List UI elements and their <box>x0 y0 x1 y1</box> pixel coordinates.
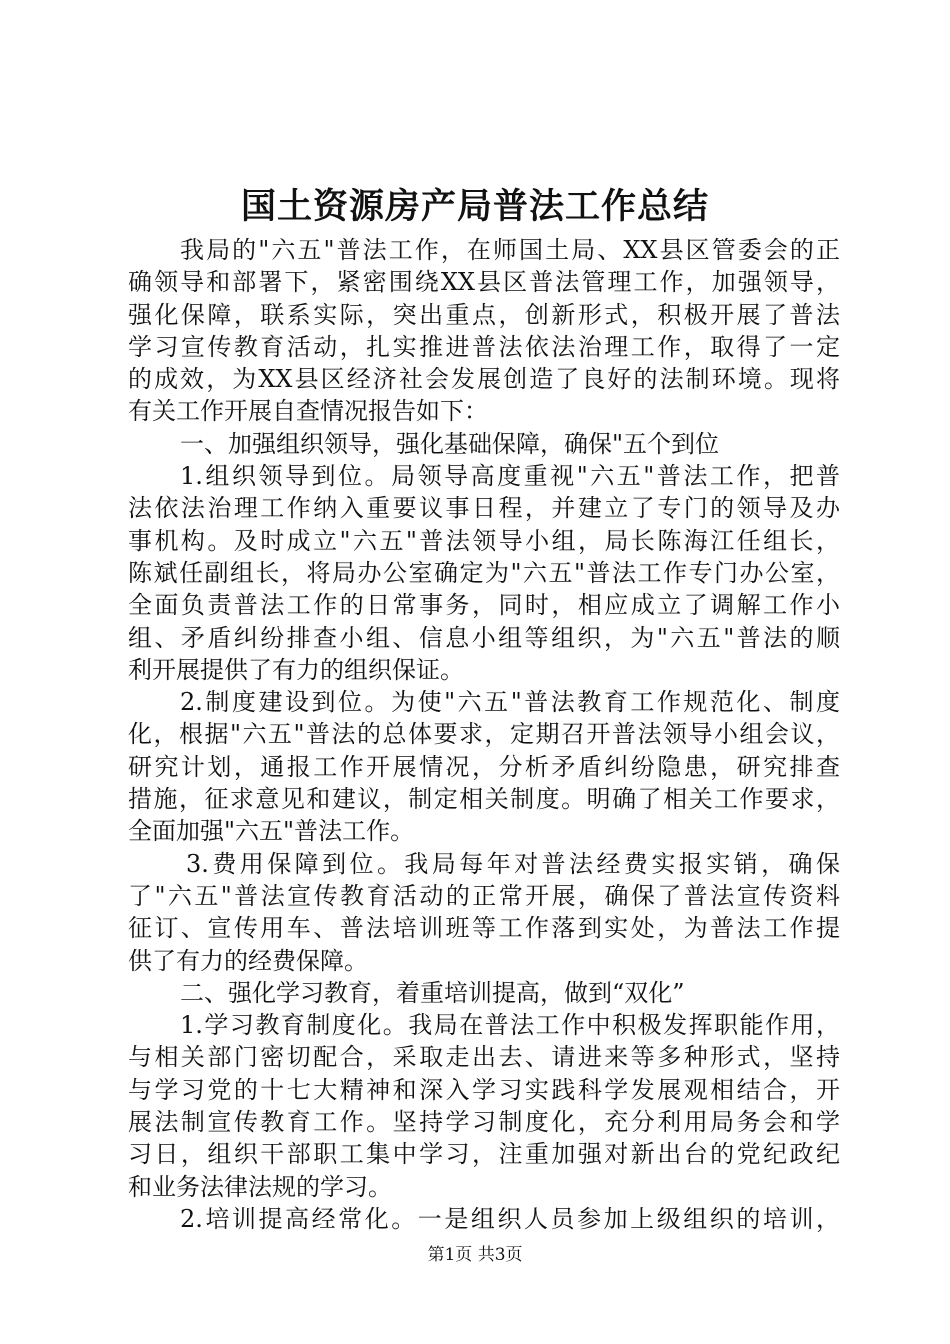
body-line: 供了有力的经费保障。 <box>128 946 368 975</box>
body-line: 学习宣传教育活动，扎实推进普法依法治理工作，取得了一定 <box>128 332 840 361</box>
body-line: 的成效，为XX县区经济社会发展创造了良好的法制环境。现将 <box>128 365 840 394</box>
body-line: 2.制度建设到位。为使"六五"普法教育工作规范化、制度 <box>180 688 840 717</box>
document-body <box>128 234 840 1235</box>
body-line: 习日，组织干部职工集中学习，注重加强对新出台的党纪政纪 <box>128 1140 840 1169</box>
body-line: 强化保障，联系实际，突出重点，创新形式，积极开展了普法 <box>128 300 840 329</box>
body-line: 与相关部门密切配合，采取走出去、请进来等多种形式，坚持 <box>128 1043 840 1072</box>
body-line: 征订、宣传用车、普法培训班等工作落到实处，为普法工作提 <box>128 914 840 943</box>
document-title: 国土资源房产局普法工作总结 <box>240 186 709 227</box>
body-line: 展法制宣传教育工作。坚持学习制度化，充分利用局务会和学 <box>128 1108 840 1137</box>
body-line: 事机构。及时成立"六五"普法领导小组，局长陈海江任组长， <box>128 526 840 555</box>
body-line: 1.组织领导到位。局领导高度重视"六五"普法工作，把普 <box>180 462 840 491</box>
body-line: 有关工作开展自查情况报告如下： <box>128 397 488 426</box>
section-heading: 二、强化学习教育，着重培训提高，做到“双化” <box>180 978 685 1007</box>
body-line: 化，根据"六五"普法的总体要求，定期召开普法领导小组会议， <box>128 720 840 749</box>
body-line: 措施，征求意见和建议，制定相关制度。明确了相关工作要求， <box>128 785 840 814</box>
body-line: 利开展提供了有力的组织保证。 <box>128 655 464 684</box>
body-line: 组、矛盾纠纷排查小组、信息小组等组织，为"六五"普法的顺 <box>128 623 840 652</box>
body-line: 和业务法律法规的学习。 <box>128 1172 392 1201</box>
body-line: 全面负责普法工作的日常事务，同时，相应成立了调解工作小 <box>128 591 840 620</box>
body-line: 法依法治理工作纳入重要议事日程，并建立了专门的领导及办 <box>128 494 840 523</box>
body-line: 3.费用保障到位。我局每年对普法经费实报实销，确保 <box>186 849 840 878</box>
body-line: 确领导和部署下，紧密围绕XX县区普法管理工作，加强领导， <box>128 268 840 297</box>
page-footer: 第1页 共3页 <box>427 1245 523 1265</box>
body-line: 研究计划，通报工作开展情况，分析矛盾纠纷隐患，研究排查 <box>128 752 840 781</box>
body-line: 全面加强"六五"普法工作。 <box>128 817 415 846</box>
body-line: 我局的"六五"普法工作，在师国土局、XX县区管委会的正 <box>180 236 840 264</box>
body-line: 2.培训提高经常化。一是组织人员参加上级组织的培训， <box>180 1204 840 1233</box>
body-line: 了"六五"普法宣传教育活动的正常开展，确保了普法宣传资料 <box>128 881 840 910</box>
section-heading: 一、加强组织领导，强化基础保障，确保"五个到位 <box>180 429 720 458</box>
body-line: 陈斌任副组长，将局办公室确定为"六五"普法工作专门办公室， <box>128 558 840 587</box>
body-line: 1.学习教育制度化。我局在普法工作中积极发挥职能作用， <box>180 1011 840 1040</box>
body-line: 与学习党的十七大精神和深入学习实践科学发展观相结合，开 <box>128 1075 840 1104</box>
